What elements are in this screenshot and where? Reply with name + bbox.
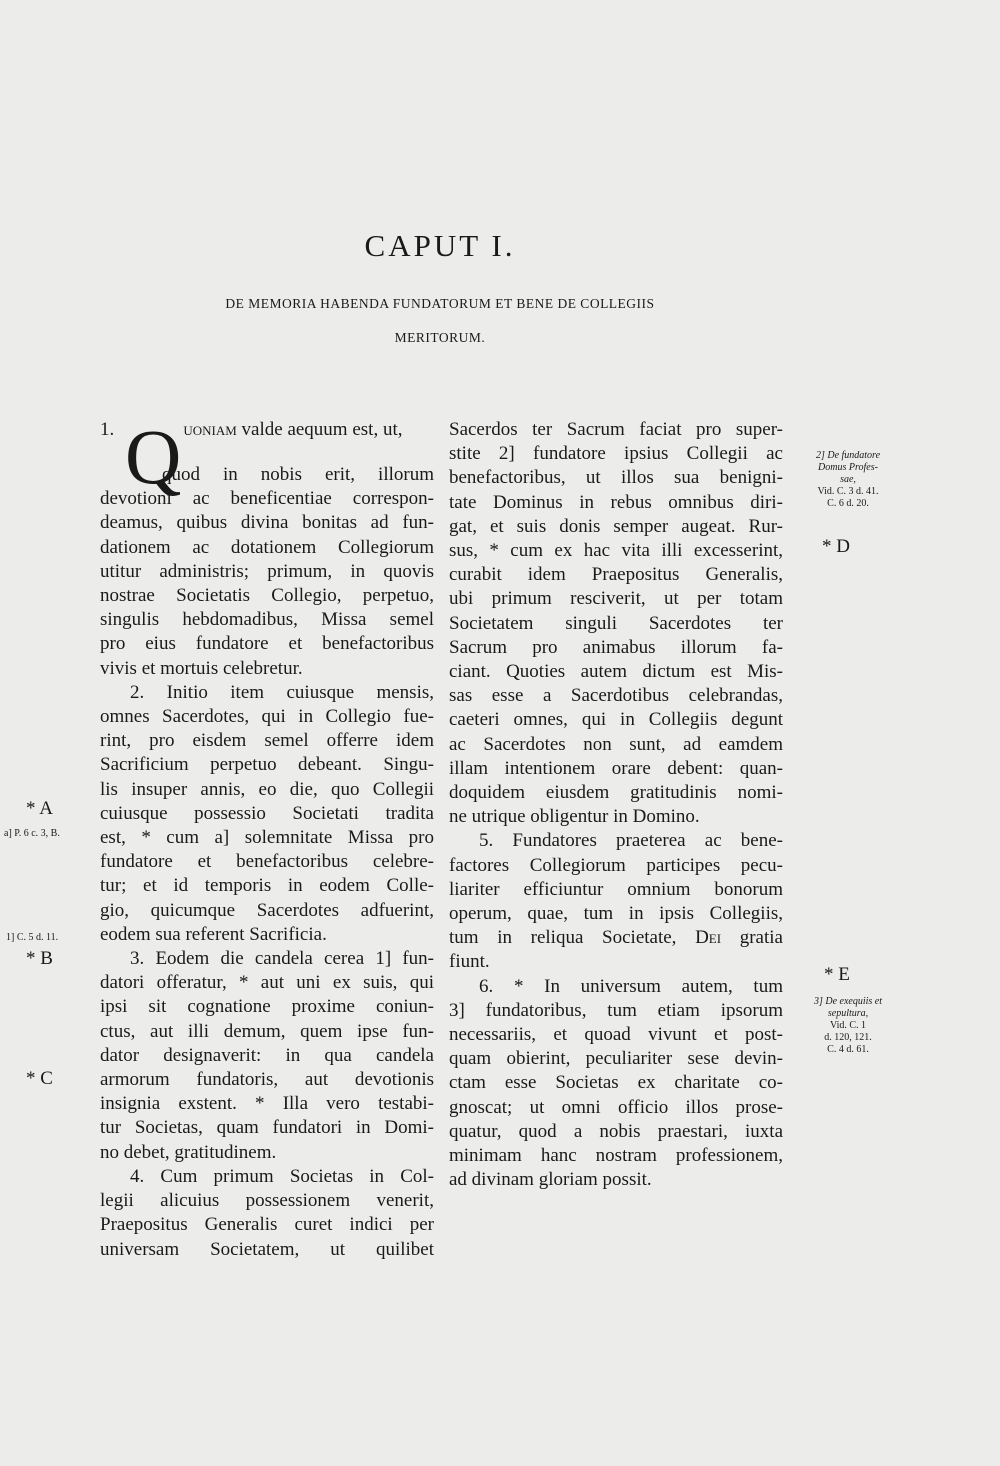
margin-marker-d: * D — [822, 536, 850, 557]
paragraph-1: 1. Q uoniam valde aequum est, ut, quod in nobis erit, illorum devotioni ac beneficentiae correspon- deamus, quibus divina bonitas ad fun- dationem ac dotationem Collegiorum utitur administris; primum, in quovis nostrae Societatis Collegio, perpetuo, singulis hebdomadibus, Missa semel pro eius fundatore et benefactoribus vivis et mortuis celebretur. — [100, 413, 434, 679]
paragraph-number: 1. — [100, 419, 115, 440]
paragraph-4-continued: Sacerdos ter Sacrum faciat pro super- stite 2] fundatore ipsius Collegii ac benefactoribus, ut illos sua benigni- tate Dominus in rebus omnibus diri- gat, et suis donis semper augeat. Rur- sus, * cum ex hac vita illi excesserint, curabit idem Praepositus Generalis, ubi primum resciverit, ut per totam Societatem singuli Sacerdotes ter Sacrum pro animabus illorum fa- ciant. Quoties autem dictum est Mis- sas esse a Sacerdotibus celebrandas, caeteri omnes, qui in Collegiis degunt ac Sacerdotes non sunt, ad eamdem illam intentionem orare debent: quan- doquidem eiusdem gratitudinis nomi- ne utrique obligentur in Domino. — [449, 419, 783, 828]
drop-cap: Q — [125, 413, 182, 500]
small-caps-word: uoniam — [183, 419, 237, 440]
margin-marker-b: * B — [26, 948, 53, 969]
right-text-column — [449, 418, 783, 1193]
paragraph-5: 5. Fundatores praeterea ac bene- factores Collegiorum participes pecu- liariter efficiuntur omnium bonorum operum, quae, tum in ipsis Collegiis, tum in reliqua Societate, Dei gratia fiunt. — [449, 830, 783, 973]
margin-marker-e: * E — [824, 964, 850, 985]
left-text-column — [100, 413, 434, 1262]
paragraph-4: 4. Cum primum Societas in Col- legii alicuius possessionem venerit, Praepositus Generalis curet indici per universam Societatem, ut quilibet — [100, 1165, 434, 1260]
paragraph-3: 3. Eodem die candela cerea 1] fun- datori offeratur, * aut uni ex suis, qui ipsi sit cognatione proxime coniun- ctus, aut illi demum, quem ipse fun- dator designaverit: in qua candela armorum fundatoris, aut devotionis insignia exstent. * Illa vero testabi- tur Societas, quam fundatori in Domi- no debet, gratitudinem. — [100, 948, 434, 1163]
margin-reference-a: a] P. 6 c. 3, B. — [4, 828, 60, 839]
paragraph-2: 2. Initio item cuiusque mensis, omnes Sacerdotes, qui in Collegio fue- rint, pro eisdem semel offerre idem Sacrificium perpetuo debeant. Singu- lis insuper annis, eo die, quo Collegii cuiusque possessio Societati tradita est, * cum a] solemnitate Missa pro fundatore et benefactoribus celebre- tur; et id temporis in eodem Colle- gio, quicumque Sacerdotes adfuerint, eodem sua referent Sacrificia. — [100, 681, 434, 945]
paragraph-6: 6. * In universum autem, tum 3] fundatoribus, tum etiam ipsorum necessariis, et quoad vivunt et post- quam obierint, peculiariter sese devin- ctam esse Societas ex charitate co- gnoscat; ut omni officio illos prose- quatur, quod a nobis praestari, iuxta minimam hanc nostram professionem, ad divinam gloriam possit. — [449, 975, 783, 1191]
margin-note-2: 2] De fundatore Domus Profes- sae, Vid. C. 3 d. 41. C. 6 d. 20. — [815, 450, 881, 509]
chapter-subtitle-line-2: MERITORUM. — [394, 330, 486, 345]
margin-marker-a: * A — [26, 798, 53, 819]
margin-note-3: 3] De exequiis et sepultura, Vid. C. 1 d. 120, 121. C. 4 d. 61. — [813, 996, 883, 1055]
small-caps-word: Dei — [695, 927, 722, 949]
margin-reference-1: 1] C. 5 d. 11. — [6, 932, 59, 943]
margin-marker-c: * C — [26, 1068, 53, 1089]
chapter-subtitle-line-1: DE MEMORIA HABENDA FUNDATORUM ET BENE DE COLLEGIIS — [225, 296, 655, 311]
chapter-title: CAPUT I. — [364, 228, 516, 263]
